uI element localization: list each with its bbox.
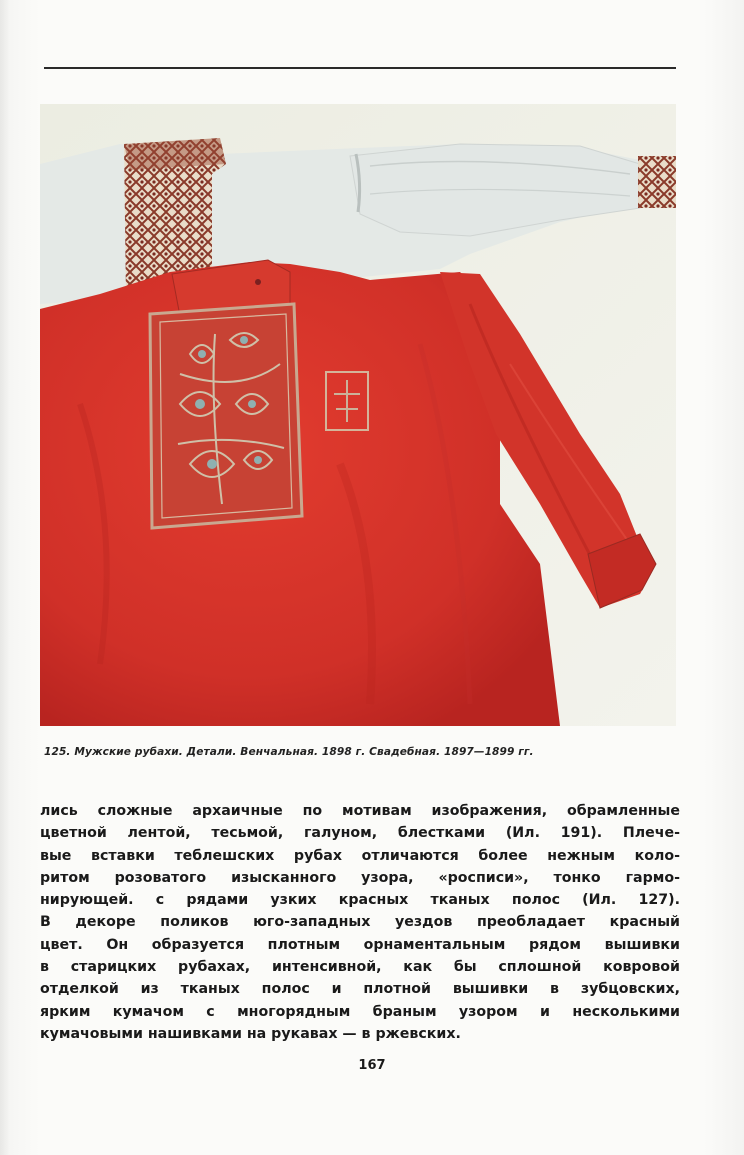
body-paragraph	[40, 800, 680, 1045]
text-line: В декоре поликов юго-западных уездов преобладает красный	[40, 914, 680, 931]
text-line: ярким кумачом с многорядным браным узором и несколькими	[40, 1003, 680, 1020]
text-line: ритом розоватого изысканного узора, «росписи», тонко гармо-	[40, 869, 680, 886]
text-line: лись сложные архаичные по мотивам изображения, обрамленные	[40, 803, 680, 819]
text-line: отделкой из тканых полос и плотной вышивки в зубцовских,	[40, 981, 680, 998]
text-line: вые вставки теблешских рубах отличаются более нежным коло-	[40, 847, 680, 864]
text-line: цветной лентой, тесьмой, галуном, блестками (Ил. 191). Плече-	[40, 825, 680, 842]
text-line: нирующей. с рядами узких красных тканых полос (Ил. 127).	[40, 892, 680, 909]
text-line: кумачовыми нашивками на рукавах — в ржевских.	[40, 1025, 461, 1042]
text-line: цвет. Он образуется плотным орнаментальным рядом вышивки	[40, 936, 680, 953]
header-rule	[44, 67, 676, 69]
shirts-photograph	[40, 104, 676, 726]
figure-caption: 125. Мужские рубахи. Детали. Венчальная. 1898 г. Свадебная. 1897—1899 гг.	[44, 746, 534, 758]
text-line: в старицких рубахах, интенсивной, как бы сплошной ковровой	[40, 959, 680, 976]
page-number: 167	[358, 1058, 386, 1073]
